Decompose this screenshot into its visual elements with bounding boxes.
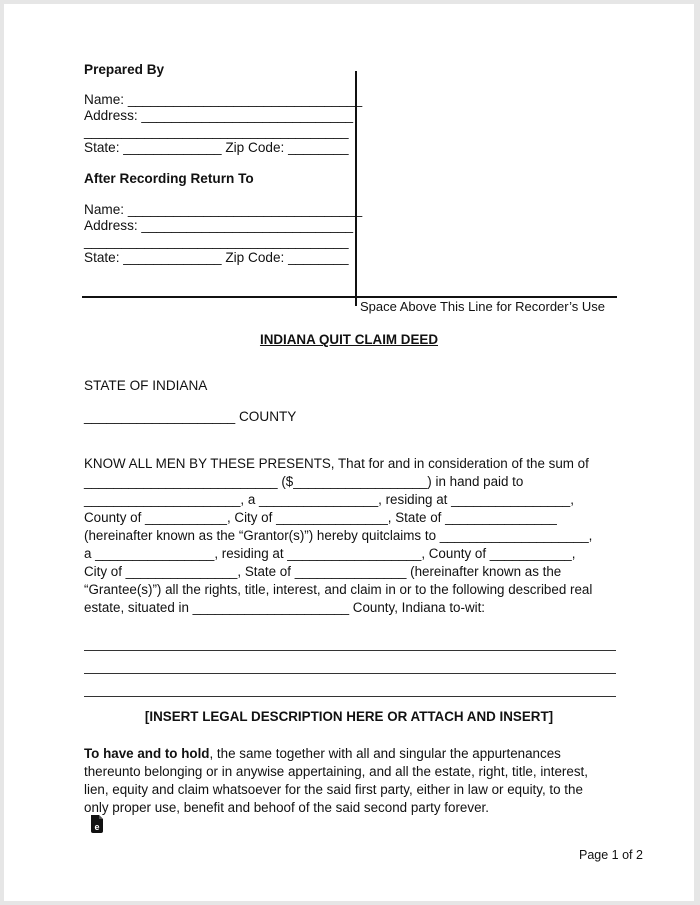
habendum-line: lien, equity and claim whatsoever for the said first party, either in law or equity, to the — [84, 782, 583, 797]
legal-blank-line — [84, 696, 616, 697]
county-line: ____________________ COUNTY — [84, 409, 297, 424]
svg-text:e: e — [94, 822, 100, 832]
body-line: (hereinafter known as the “Grantor(s)”) hereby quitclaims to ____________________, — [84, 528, 593, 543]
habendum-line — [84, 745, 624, 763]
recorder-divider-horizontal — [82, 296, 617, 298]
prepared-address2-field: ___________________________________ — [84, 124, 349, 139]
body-line: estate, situated in _____________________ County, Indiana to-wit: — [84, 600, 486, 615]
prepared-name-field: Name: _______________________________ — [84, 92, 363, 107]
recorder-divider-tick — [355, 296, 357, 306]
legal-description-placeholder: [INSERT LEGAL DESCRIPTION HERE OR ATTACH AND INSERT] — [144, 709, 554, 724]
habendum-paragraph — [84, 745, 624, 817]
state-line: STATE OF INDIANA — [84, 378, 208, 393]
page-number: Page 1 of 2 — [579, 848, 643, 862]
prepared-state-zip-field: State: _____________ Zip Code: ________ — [84, 140, 349, 155]
consideration-paragraph — [84, 455, 624, 617]
return-to-heading: After Recording Return To — [84, 171, 254, 186]
return-name-field: Name: _______________________________ — [84, 202, 363, 217]
body-line: County of ___________, City of _______________, State of _______________ — [84, 510, 557, 525]
recorder-use-note: Space Above This Line for Recorder’s Use — [360, 299, 605, 314]
habendum-bold: To have and to hold — [84, 746, 210, 761]
prepared-by-heading: Prepared By — [84, 62, 165, 77]
body-line: a ________________, residing at __________________, County of ___________, — [84, 546, 576, 561]
deed-title: INDIANA QUIT CLAIM DEED — [259, 332, 439, 347]
legal-blank-line — [84, 650, 616, 651]
prepared-address-field: Address: ____________________________ — [84, 108, 354, 123]
body-line: “Grantee(s)”) all the rights, title, interest, and claim in or to the following described real — [84, 582, 593, 597]
habendum-line-rest: , the same together with all and singular the appurtenances — [209, 746, 561, 761]
return-address2-field: ___________________________________ — [84, 234, 349, 249]
document-page — [4, 4, 694, 901]
return-state-zip-field: State: _____________ Zip Code: ________ — [84, 250, 349, 265]
return-address-field: Address: ____________________________ — [84, 218, 354, 233]
body-line: KNOW ALL MEN BY THESE PRESENTS, That for and in consideration of the sum of — [84, 456, 589, 471]
habendum-line: thereunto belonging or in anywise appertaining, and all the estate, right, title, interest, — [84, 764, 588, 779]
body-line: City of _______________, State of _______________ (hereinafter known as the — [84, 564, 562, 579]
legal-blank-line — [84, 673, 616, 674]
body-line: __________________________ ($__________________) in hand paid to — [84, 474, 524, 489]
habendum-line: only proper use, benefit and behoof of the said second party forever. — [84, 800, 489, 815]
eforms-logo-icon — [90, 815, 104, 833]
body-line: _____________________, a ________________, residing at ________________, — [84, 492, 574, 507]
